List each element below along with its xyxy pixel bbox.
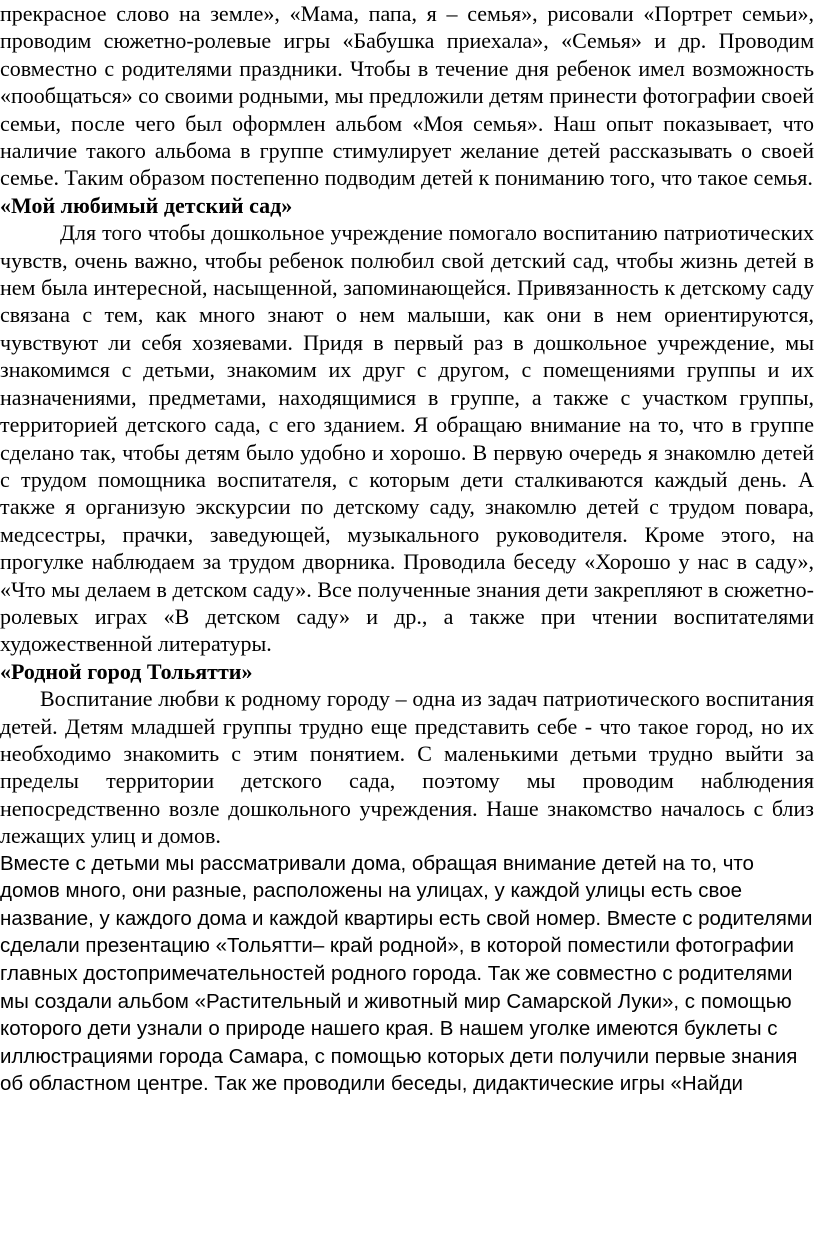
paragraph-city: Воспитание любви к родному городу – одна из задач патриотического воспитания детей. Детям младшей группы трудно еще представить себе - что такое город, но их необходимо знакомить с этим понятием. С маленькими детьми трудно выйти за пределы территории детского сада, поэтому мы проводим наблюдения непосредственно возле дошкольного учреждения. Наше знакомство началось с близ лежащих улиц и домов. [0,686,814,849]
heading-kindergarten: «Мой любимый детский сад» [0,192,293,218]
heading-city: «Родной город Тольятти» [0,658,253,684]
paragraph-family: прекрасное слово на земле», «Мама, папа, я – семья», рисовали «Портрет семьи», проводим сюжетно-ролевые игры «Бабушка приехала», «Семья» и др. Проводим совместно с родителями праздники. Чтобы в течение дня ребенок имел возможность «пообщаться» со своими родными, мы предложили детям принести фотографии своей семьи, после чего был оформлен альбом «Моя семья». Наш опыт показывает, что наличие такого альбома в группе стимулирует желание детей рассказывать о своей семье. Таким образом постепенно подводим детей к пониманию того, что такое семья. [0,1,814,191]
paragraph-city-continued: Вместе с детьми мы рассматривали дома, обращая внимание детей на то, что домов много, они разные, расположены на улицах, у каждой улицы есть свое название, у каждого дома и каждой квартиры есть свой номер. Вместе с родителями сделали презентацию «Тольятти– край родной», в которой поместили фотографии главных достопримечательностей родного города. Так же совместно с родителями мы создали альбом «Растительный и животный мир Самарской Луки», с помощью которого дети узнали о природе нашего края. В нашем уголке имеются буклеты с иллюстрациями города Самара, с помощью которых дети получили первые знания об областном центре. Так же проводили беседы, дидактические игры «Найди [0,851,813,1096]
paragraph-kindergarten: Для того чтобы дошкольное учреждение помогало воспитанию патриотических чувств, очень важно, чтобы ребенок полюбил свой детский сад, чтобы жизнь детей в нем была интересной, насыщенной, запоминающейся. Привязанность к детскому саду связана с тем, как много знают о нем малыши, как они в нем ориентируются, чувствуют ли себя хозяевами. Придя в первый раз в дошкольное учреждение, мы знакомимся с детьми, знакомим их друг с другом, с помещениями группы и их назначениями, предметами, находящимися в группе, а также с участком группы, территорией детского сада, с его зданием. Я обращаю внимание на то, что в группе сделано так, чтобы детям было удобно и хорошо. В первую очередь я знакомлю детей с трудом помощника воспитателя, с которым дети сталкиваются каждый день. А также я организую экскурсии по детскому саду, знакомлю детей с трудом повара, медсестры, прачки, заведующей, музыкального руководителя. Кроме этого, на прогулке наблюдаем за трудом дворника. Проводила беседу «Хорошо у нас в саду», «Что мы делаем в детском саду». Все полученные знания дети закрепляют в сюжетно-ролевых играх «В детском саду» и др., а также при чтении воспитателями художественной литературы. [0,220,814,657]
